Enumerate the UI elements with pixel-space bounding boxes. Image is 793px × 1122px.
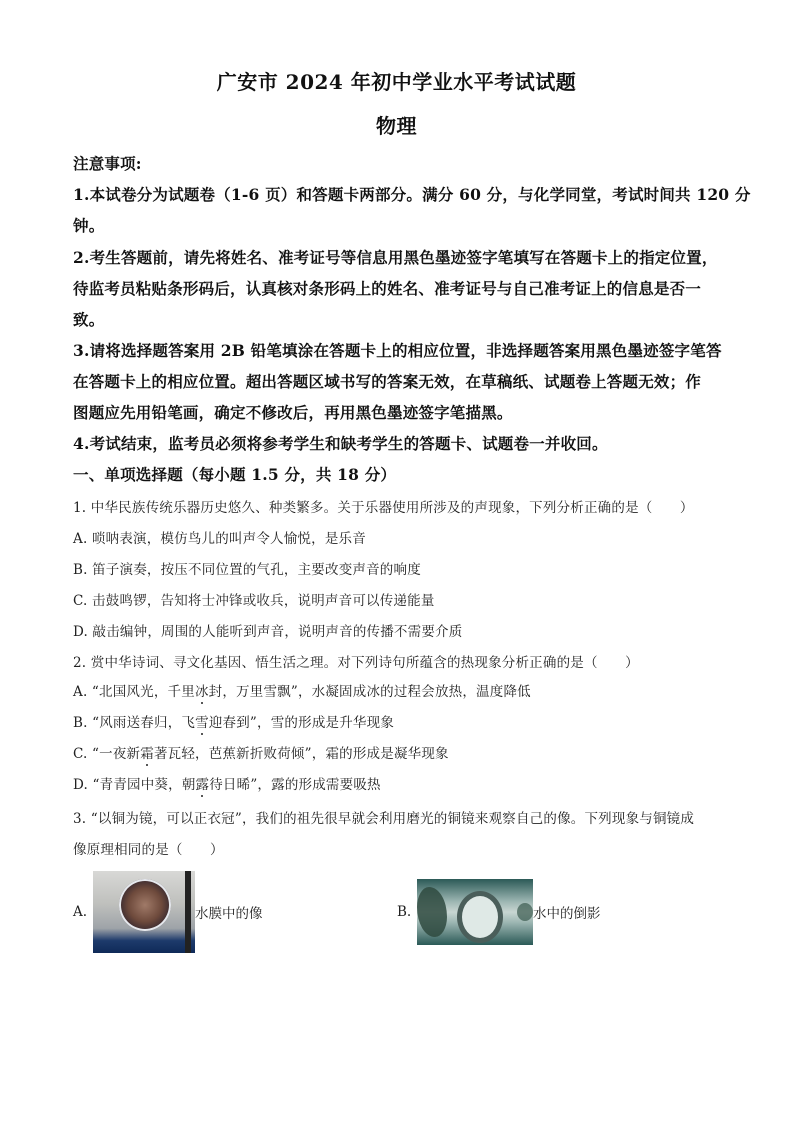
option-text: 著瓦轻，芭蕉新折败荷倾”，霜的形成是凝华现象 (153, 746, 449, 762)
notice-heading: 注意事项: (73, 154, 142, 173)
astronaut-water-film-photo (93, 871, 195, 953)
question-3-option-a (73, 871, 263, 953)
emphasized-char: 雪 (195, 715, 209, 731)
question-3-stem-line-2: 像原理相同的是（ ） (73, 842, 224, 858)
notice-line: 1.本试卷分为试题卷（1-6 页）和答题卡两部分。满分 60 分，与化学同堂，考试时间共 120 分 (73, 185, 751, 204)
option-text: 迎春到”，雪的形成是升华现象 (208, 715, 395, 731)
option-text: C. “一夜新 (73, 746, 141, 762)
question-1-option-a: A. 唢呐表演，模仿鸟儿的叫声令人愉悦，是乐音 (73, 531, 366, 547)
question-2-option-c (73, 742, 449, 762)
photo-edge (185, 871, 191, 953)
notice-line: 4.考试结束，监考员必须将参考学生和缺考学生的答题卡、试题卷一并收回。 (73, 434, 608, 453)
question-1-option-c: C. 击鼓鸣锣，告知将士冲锋或收兵，说明声音可以传递能量 (73, 593, 435, 609)
notice-line: 在答题卡上的相应位置。超出答题区域书写的答案无效，在草稿纸、试题卷上答题无效；作 (73, 372, 702, 391)
water-bubble-shape (119, 879, 171, 931)
notice-line: 图题应先用铅笔画，确定不修改后，再用黑色墨迹签字笔描黑。 (73, 403, 513, 422)
arch-bridge-reflection-photo (417, 879, 533, 945)
arch-bridge-shape (457, 891, 503, 943)
option-text: D. “青青园中葵，朝 (73, 777, 196, 793)
question-1-option-d: D. 敲击编钟，周围的人能听到声音，说明声音的传播不需要介质 (73, 624, 463, 640)
option-caption: 水膜中的像 (195, 906, 263, 922)
exam-title: 广安市 2024 年初中学业水平考试试题 (216, 70, 577, 94)
emphasized-char: 霜 (140, 746, 154, 762)
trees-shape (417, 887, 447, 937)
question-2-option-a (73, 680, 531, 700)
emphasized-char: 冰 (194, 684, 209, 700)
option-text: 待日晞”，露的形成需要吸热 (209, 777, 381, 793)
option-text: 封，万里雪飘”，水凝固成冰的过程会放热，温度降低 (208, 684, 531, 700)
question-3-stem-line-1: 3. “以铜为镜，可以正衣冠”，我们的祖先很早就会利用磨光的铜镜来观察自己的像。下列现象与铜镜成 (73, 811, 695, 827)
notice-line: 3.请将选择题答案用 2B 铅笔填涂在答题卡上的相应位置，非选择题答案用黑色墨迹签字笔答 (73, 341, 722, 360)
option-caption: 水中的倒影 (533, 906, 601, 922)
notice-line: 待监考员粘贴条形码后，认真核对条形码上的姓名、准考证号与自己准考证上的信息是否一 (73, 279, 702, 298)
notice-line: 2.考生答题前，请先将姓名、准考证号等信息用黑色墨迹签字笔填写在答题卡上的指定位置， (73, 248, 718, 267)
exam-subject: 物理 (376, 114, 417, 138)
section-heading: 一、单项选择题（每小题 1.5 分，共 18 分） (73, 465, 397, 484)
option-label: A. (73, 904, 88, 920)
question-3-option-b (397, 879, 601, 945)
notice-line: 致。 (73, 310, 105, 329)
question-1-stem: 1. 中华民族传统乐器历史悠久、种类繁多。关于乐器使用所涉及的声现象，下列分析正确的是（ ） (73, 500, 694, 516)
question-2-stem: 2. 赏中华诗词、寻文化基因、悟生活之理。对下列诗句所蕴含的热现象分析正确的是（ ） (73, 655, 639, 671)
option-label: B. (397, 904, 412, 920)
question-2-option-b (73, 711, 394, 731)
question-1-option-b: B. 笛子演奏，按压不同位置的气孔，主要改变声音的响度 (73, 562, 421, 578)
option-text: B. “风雨送春归，飞 (73, 715, 196, 731)
option-text: A. “北国风光，千里 (73, 684, 195, 700)
question-2-option-d (73, 773, 381, 793)
emphasized-char: 露 (195, 777, 210, 793)
notice-line: 钟。 (73, 216, 105, 235)
trees-shape (517, 903, 533, 921)
